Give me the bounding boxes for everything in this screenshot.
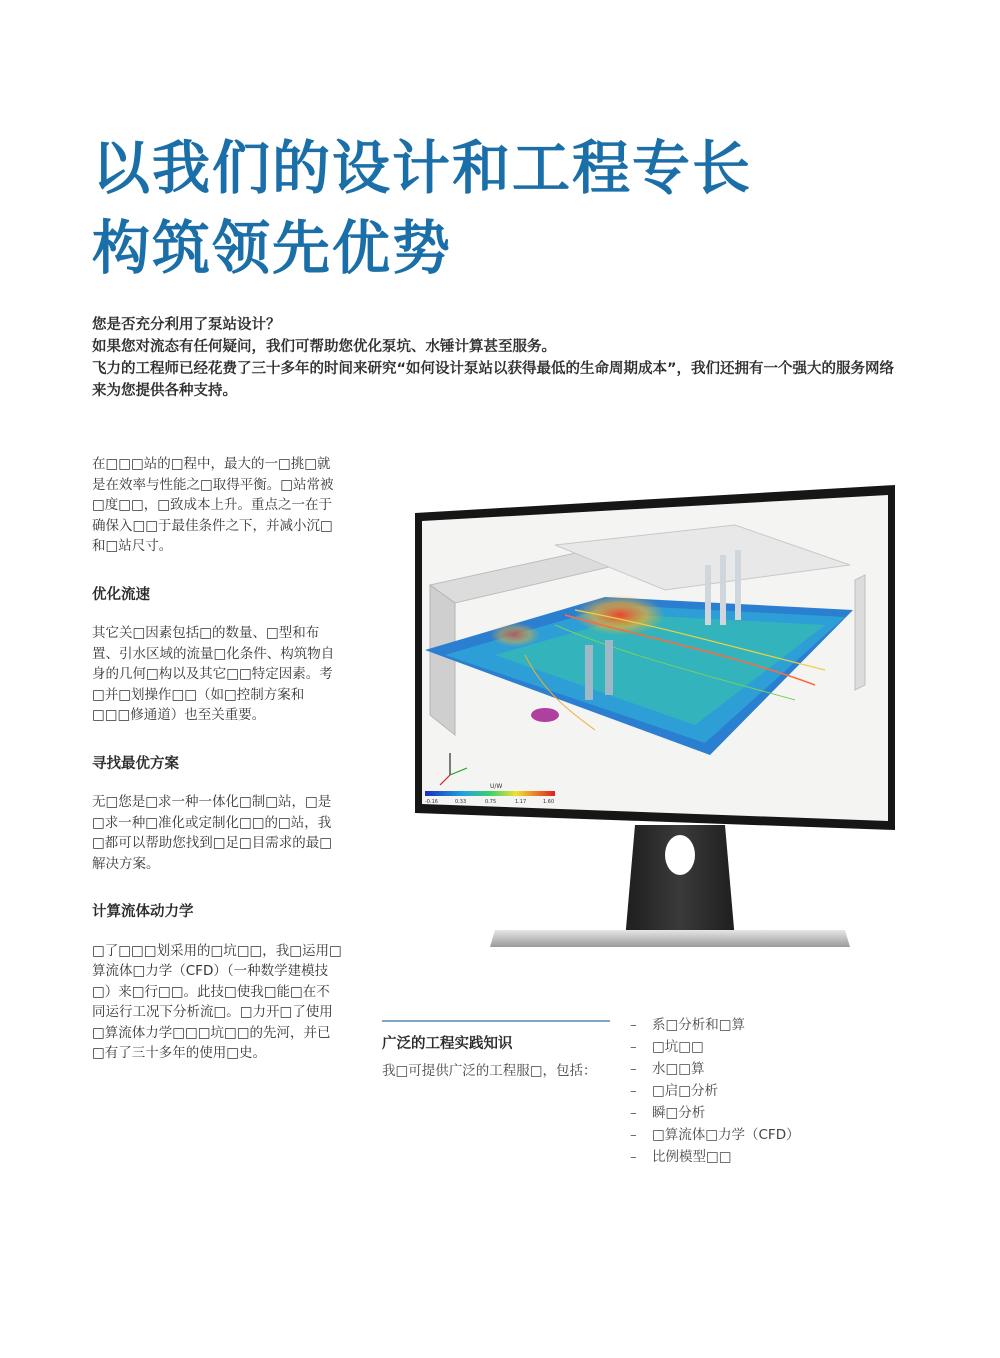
- monitor-illustration: [405, 485, 905, 965]
- title-line-2: 构筑领先优势: [92, 214, 453, 282]
- monitor-image: [405, 485, 905, 965]
- body-paragraph-1: 在□□□站的□程中，最大的一□挑□就是在效率与性能之□取得平衡。□站常被□度□□，□致成本上升。重点之一在于确保入□□于最佳条件之下，并减小沉□和□站尺寸。: [92, 456, 334, 554]
- monitor-base: [490, 930, 850, 947]
- list-item: – □算流体□力学（CFD）: [630, 1127, 800, 1143]
- section-text-optimal: 无□您是□求一种一体化□制□站，□是□求一种□准化或定制化□□的□站，我□都可以帮助您找到□足□目需求的最□解决方案。: [92, 794, 333, 872]
- legend-tick: 0.75: [485, 799, 497, 805]
- legend-unit: U/W: [490, 783, 503, 790]
- expertise-heading: 广泛的工程实践知识: [382, 1036, 513, 1052]
- list-item: – □坑□□: [630, 1039, 704, 1055]
- stand-cable-hole: [665, 835, 695, 875]
- legend-tick: 1.60: [543, 799, 555, 805]
- section-heading-optimal: 寻找最优方案: [92, 755, 179, 772]
- section-heading-flow: 优化流速: [92, 586, 150, 603]
- expertise-box: [382, 1020, 610, 1081]
- section-text-flow: 其它关□因素包括□的数量、□型和布置、引水区域的流量□化条件、构筑物自身的几何□构以及其它□□特定因素。考□并□划操作□□（如□控制方案和□□□修通道）也至关重要。: [92, 625, 335, 723]
- divider: [382, 1020, 610, 1022]
- title-line-1: 以我们的设计和工程专长: [92, 134, 753, 202]
- list-item: – 比例模型□□: [630, 1149, 732, 1165]
- intro-block: [92, 314, 902, 402]
- list-item: – 系□分析和□算: [630, 1017, 746, 1033]
- section-heading-cfd: 计算流体动力学: [92, 904, 194, 920]
- intro-line-1: 您是否充分利用了泵站设计？: [92, 317, 281, 333]
- services-list: [630, 1014, 930, 1168]
- list-item: – 水□□算: [630, 1061, 705, 1077]
- intro-line-2: 如果您对流态有任何疑问，我们可帮助您优化泵坑、水锤计算甚至服务。: [92, 339, 556, 355]
- color-legend-bar: [425, 791, 555, 796]
- intro-line-3: 飞力的工程师已经花费了三十多年的时间来研究“如何设计泵站以获得最低的生命周期成本”，我们还拥有一个强大的服务网络来为您提供各种支持。: [92, 361, 895, 399]
- body-column: [92, 454, 342, 1064]
- expertise-text: 我□可提供广泛的工程服□，包括：: [382, 1063, 597, 1079]
- list-item: – 瞬□分析: [630, 1105, 706, 1121]
- legend-tick: 1.17: [515, 799, 527, 805]
- list-item: – □启□分析: [630, 1083, 719, 1099]
- legend-tick: -0.16: [425, 799, 438, 805]
- page-title: [92, 128, 812, 288]
- section-text-cfd: □了□□□划采用的□坑□□，我□运用□算流体□力学（CFD）（一种数学建模技□）来□行□□。此技□使我□能□在不同运行工况下分析流□。□力开□了使用□算流体力学□□□坑□□的先河，并已□有了三十多年的使用□史。: [92, 942, 342, 1061]
- legend-tick: 0.33: [455, 799, 467, 805]
